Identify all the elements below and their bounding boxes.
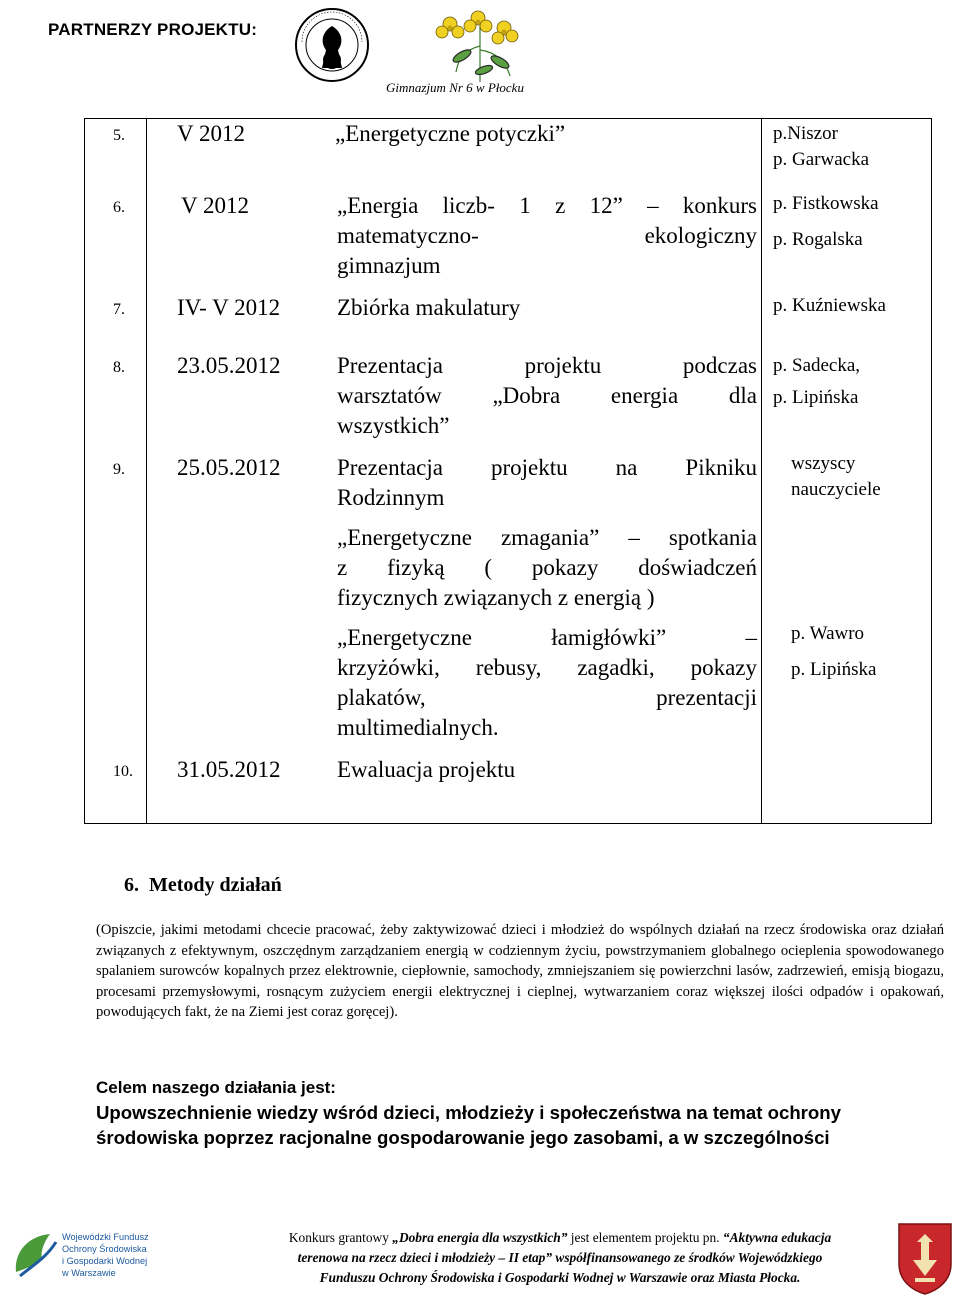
row-activity: „Energetyczne potyczki”: [335, 121, 566, 146]
row-date: 25.05.2012: [177, 455, 281, 480]
column-divider: [761, 119, 762, 823]
row-activity: „Energetyczne zmagania” – spotkania z fizyką ( pokazy doświadczeń fizycznych związanych z energią ): [337, 525, 757, 610]
wfos-logo: [10, 1226, 150, 1282]
row-date: 31.05.2012: [177, 757, 281, 782]
school-flower-logo: [420, 6, 530, 82]
row-date: 23.05.2012: [177, 353, 281, 378]
row-responsible: p. Sadecka,: [773, 355, 861, 376]
row-date: IV- V 2012: [177, 295, 281, 320]
row-responsible: wszyscy: [791, 453, 856, 474]
row-activity: Prezentacja projektu podczas warsztatów „Dobra energia dla wszystkich”: [337, 353, 757, 438]
row-responsible: p. Wawro: [791, 623, 865, 644]
goal-heading: Celem naszego działania jest:: [96, 1078, 336, 1097]
row-date: V 2012: [181, 193, 249, 218]
footer-text: Konkurs grantowy „Dobra energia dla wszystkich” jest elementem projektu pn. “Aktywna edukacja terenowa na rzecz dzieci i młodzieży – II etap” współfinansowanego ze środków Wojewódzkiego Funduszu Ochrony Środowiska i Gospodarki Wodnej w Warszawie oraz Miasta Płocka.: [288, 1230, 832, 1285]
row-responsible: p. Lipińska: [791, 659, 877, 680]
column-divider: [146, 119, 147, 823]
row-responsible: nauczyciele: [791, 479, 881, 500]
row-responsible: p. Garwacka: [773, 149, 870, 170]
row-responsible: p. Lipińska: [773, 387, 859, 408]
row-number: 10.: [113, 763, 133, 780]
row-responsible: p.Niszor: [773, 123, 838, 144]
row-activity: Prezentacja projektu na Pikniku Rodzinnym: [337, 455, 757, 510]
row-date: V 2012: [177, 121, 245, 146]
row-activity: Ewaluacja projektu: [337, 757, 516, 782]
row-activity: Zbiórka makulatury: [337, 295, 521, 320]
wfos-line: Wojewódzki Fundusz: [62, 1232, 149, 1242]
row-number: 8.: [113, 359, 125, 376]
wfos-line: w Warszawie: [62, 1268, 116, 1278]
row-number: 6.: [113, 199, 125, 216]
goal-text: Upowszechnienie wiedzy wśród dzieci, młodzieży i społeczeństwa na temat ochrony środowiska poprzez racjonalne gospodarowanie jego zasobami, a w szczególności: [96, 1102, 841, 1148]
row-number: 5.: [113, 127, 125, 144]
eco-center-logo: [286, 6, 378, 84]
school-name: Gimnazjum Nr 6 w Płocku: [386, 80, 524, 95]
partners-heading: PARTNERZY PROJEKTU:: [48, 20, 258, 39]
wfos-line: i Gospodarki Wodnej: [62, 1256, 148, 1266]
row-activity: „Energia liczb- 1 z 12” – konkurs matematyczno- ekologiczny gimnazjum: [337, 193, 757, 278]
row-responsible: p. Fistkowska: [773, 193, 879, 214]
section-title: 6. Metody działań: [124, 874, 282, 896]
row-activity: „Energetyczne łamigłówki” – krzyżówki, rebusy, zagadki, pokazy plakatów, prezentacji multimedialnych.: [337, 625, 757, 740]
wfos-line: Ochrony Środowiska: [62, 1244, 147, 1254]
row-number: 7.: [113, 301, 125, 318]
plock-crest-icon: [895, 1220, 955, 1296]
section-description: (Opiszcie, jakimi metodami chcecie pracować, żeby zaktywizować dzieci i młodzież do wspólnych działań na rzecz środowiska oraz działań związanych z efektywnym, oszczędnym zarządzaniem energią w codziennym życiu, powstrzymaniem globalnego ocieplenia spowodowanego spalaniem surowców kopalnych przez elektrownie, ciepłownie, samochody, zmniejszaniem się powierzchni lasów, zadrzewień, emisją biogazu, procesami przemysłowymi, rosnącym zużyciem energii elektrycznej i cieplnej, wytwarzaniem coraz większej ilości odpadów i opakowań, powodujących fakt, że na Ziemi jest coraz goręcej).: [96, 922, 944, 1021]
schedule-table: [84, 118, 932, 824]
row-responsible: p. Kuźniewska: [773, 295, 886, 316]
row-number: 9.: [113, 461, 125, 478]
row-responsible: p. Rogalska: [773, 229, 863, 250]
